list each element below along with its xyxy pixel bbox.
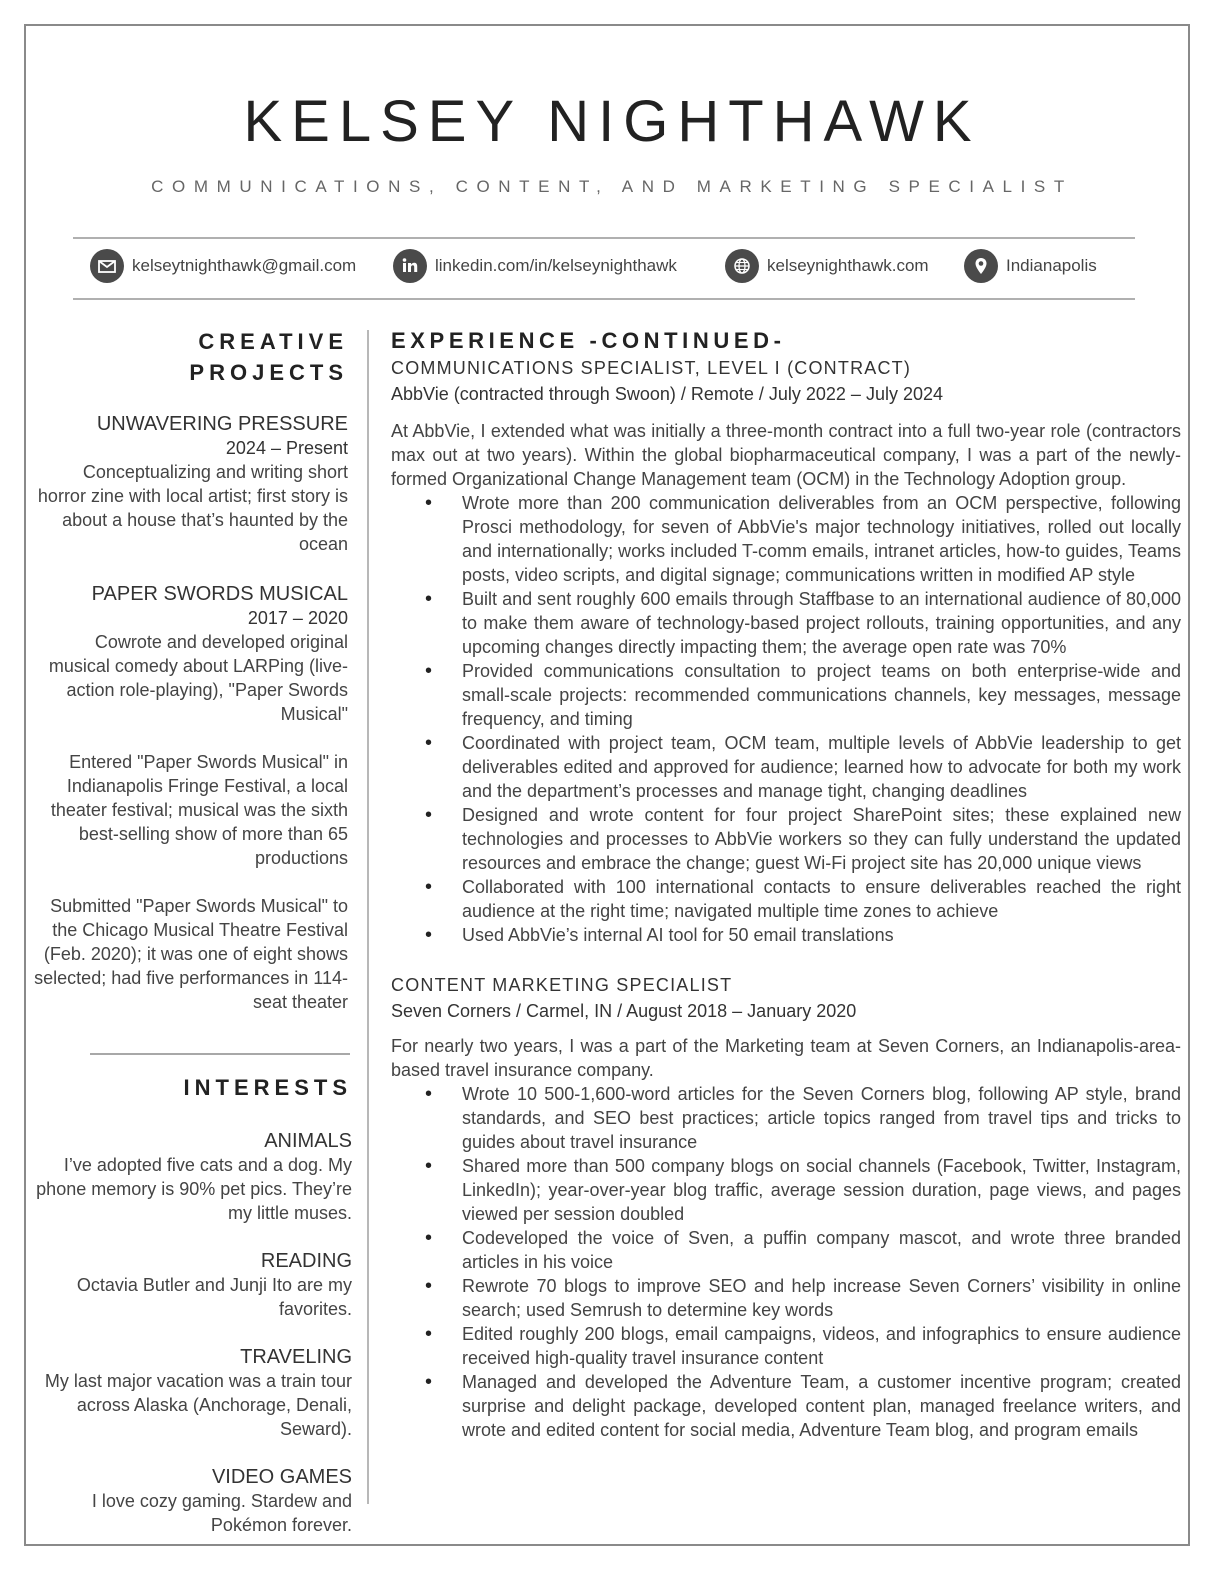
contact-linkedin[interactable] [393, 248, 677, 284]
job-entry [391, 973, 1181, 1442]
location-pin-icon [964, 249, 998, 283]
project-item [30, 582, 348, 1014]
job-bullet: • Collaborated with 100 international contacts to ensure deliverables reached the right audience at the right time; navigated multiple time zones to achieve [462, 875, 1181, 923]
linkedin-icon [393, 249, 427, 283]
interest-item [30, 1129, 352, 1225]
column-divider [367, 330, 369, 1504]
job-title: COMMUNICATIONS SPECIALIST, LEVEL I (CONTRACT) [391, 358, 912, 378]
interest-title: ANIMALS [264, 1130, 352, 1152]
interests-section [30, 1072, 352, 1537]
contact-website-text: kelseynighthawk.com [767, 256, 929, 275]
job-bullets [391, 491, 1181, 947]
contact-bar [90, 248, 1130, 284]
project-description: Submitted "Paper Swords Musical" to the Chicago Musical Theatre Festival (Feb. 2020); it was one of eight shows selected; had five performances in 114-seat theater [34, 896, 348, 1012]
section-title-experience: EXPERIENCE -CONTINUED- [391, 328, 786, 353]
interest-title: VIDEO GAMES [211, 1466, 352, 1488]
contact-location-text: Indianapolis [1006, 256, 1097, 275]
mail-icon [90, 249, 124, 283]
project-description: Conceptualizing and writing short horror zine with local artist; first story is about a house that’s haunted by the ocean [37, 462, 348, 554]
interest-description: I love cozy gaming. Stardew and Pokémon forever. [91, 1491, 352, 1535]
job-bullet: • Designed and wrote content for four project SharePoint sites; these explained new technologies and processes to AbbVie workers so they can fully understand the updated resources and embrace the change; guest Wi-Fi project site has 20,000 unique views [462, 803, 1181, 875]
job-bullet: • Edited roughly 200 blogs, email campaigns, videos, and infographics to ensure audience received high-quality travel insurance content [462, 1322, 1181, 1370]
creative-projects-section [30, 326, 348, 1014]
contact-linkedin-text: linkedin.com/in/kelseynighthawk [435, 256, 677, 275]
job-bullet: • Rewrote 70 blogs to improve SEO and help increase Seven Corners’ visibility in online search; used Semrush to determine key words [462, 1274, 1181, 1322]
job-bullet: • Wrote 10 500-1,600-word articles for the Seven Corners blog, following AP style, brand standards, and SEO best practices; article topics ranged from travel tips and tricks to guides about travel insurance [462, 1082, 1181, 1154]
interest-item [30, 1465, 352, 1537]
job-bullet: • Codeveloped the voice of Sven, a puffin company mascot, and wrote three branded articles in his voice [462, 1226, 1181, 1274]
project-date: 2017 – 2020 [247, 608, 348, 628]
interest-description: Octavia Butler and Junji Ito are my favorites. [76, 1275, 352, 1319]
job-meta: Seven Corners / Carmel, IN / August 2018 – January 2020 [391, 1001, 857, 1021]
job-title: CONTENT MARKETING SPECIALIST [391, 975, 733, 995]
job-bullet: • Wrote more than 200 communication deliverables from an OCM perspective, following Prosci methodology, for seven of AbbVie's major technology initiatives, rolled out locally and internationally; works included T-comm emails, intranet articles, how-to guides, Teams posts, video scripts, and digital signage; communications written in modified AP style [462, 491, 1181, 587]
job-entry [391, 356, 1181, 947]
left-column [30, 326, 348, 1014]
header-divider-top [73, 237, 1135, 239]
section-title-interests: INTERESTS [183, 1075, 352, 1100]
job-meta: AbbVie (contracted through Swoon) / Remote / July 2022 – July 2024 [391, 384, 943, 404]
job-bullet: • Used AbbVie’s internal AI tool for 50 email translations [462, 923, 1181, 947]
contact-email[interactable] [90, 248, 356, 284]
project-date: 2024 – Present [225, 438, 348, 458]
candidate-name: KELSEY NIGHTHAWK [243, 89, 981, 154]
globe-icon [725, 249, 759, 283]
project-title: UNWAVERING PRESSURE [96, 413, 348, 435]
candidate-tagline: COMMUNICATIONS, CONTENT, AND MARKETING SPECIALIST [151, 177, 1073, 196]
contact-website[interactable] [725, 248, 929, 284]
interest-description: My last major vacation was a train tour across Alaska (Anchorage, Denali, Seward). [44, 1371, 352, 1439]
header-divider-bottom [73, 298, 1135, 300]
section-title-projects: PROJECTS [189, 360, 348, 385]
project-item [30, 412, 348, 556]
job-bullet: • Built and sent roughly 600 emails through Staffbase to an international audience of 80,000 to make them aware of technology-based project rollouts, training opportunities, and any upcoming changes directly impacting them; the average open rate was 70% [462, 587, 1181, 659]
job-summary: For nearly two years, I was a part of the Marketing team at Seven Corners, an Indianapolis-area-based travel insurance company. [391, 1036, 1181, 1080]
job-bullet: • Managed and developed the Adventure Team, a customer incentive program; created surprise and delight package, developed content plan, managed freelance writers, and wrote and edited content for social media, Adventure Team blog, and program emails [462, 1370, 1181, 1442]
experience-section [391, 326, 1181, 1442]
job-bullet: • Provided communications consultation to project teams on both enterprise-wide and small-scale projects: recommended communications channels, key messages, message frequency, and timing [462, 659, 1181, 731]
job-bullet: • Shared more than 500 company blogs on social channels (Facebook, Twitter, Instagram, LinkedIn); year-over-year blog traffic, average session duration, page views, and pages viewed per session doubled [462, 1154, 1181, 1226]
left-section-divider [90, 1053, 350, 1055]
job-summary: At AbbVie, I extended what was initially a three-month contract into a full two-year role (contractors max out at two years). Within the global biopharmaceutical company, I was a part of the newly-formed Organizational Change Management team (OCM) in the Technology Adoption group. [391, 421, 1181, 489]
interest-item [30, 1345, 352, 1441]
interest-title: TRAVELING [240, 1346, 352, 1368]
interest-item [30, 1249, 352, 1321]
contact-email-text: kelseytnighthawk@gmail.com [132, 256, 357, 275]
project-description: Cowrote and developed original musical comedy about LARPing (live-action role-playing), "Paper Swords Musical" [48, 632, 348, 724]
contact-location [964, 248, 1097, 284]
project-title: PAPER SWORDS MUSICAL [91, 583, 348, 605]
job-bullets [391, 1082, 1181, 1442]
job-bullet: • Coordinated with project team, OCM team, multiple levels of AbbVie leadership to get deliverables edited and approved for audience; learned how to advocate for both my work and the department’s processes and manage tight, changing deadlines [462, 731, 1181, 803]
project-description: Entered "Paper Swords Musical" in Indianapolis Fringe Festival, a local theater festival; musical was the sixth best-selling show of more than 65 productions [50, 752, 348, 868]
interest-description: I’ve adopted five cats and a dog. My phone memory is 90% pet pics. They’re my little muses. [36, 1155, 352, 1223]
interest-title: READING [260, 1250, 352, 1272]
section-title-creative: CREATIVE [198, 329, 348, 354]
